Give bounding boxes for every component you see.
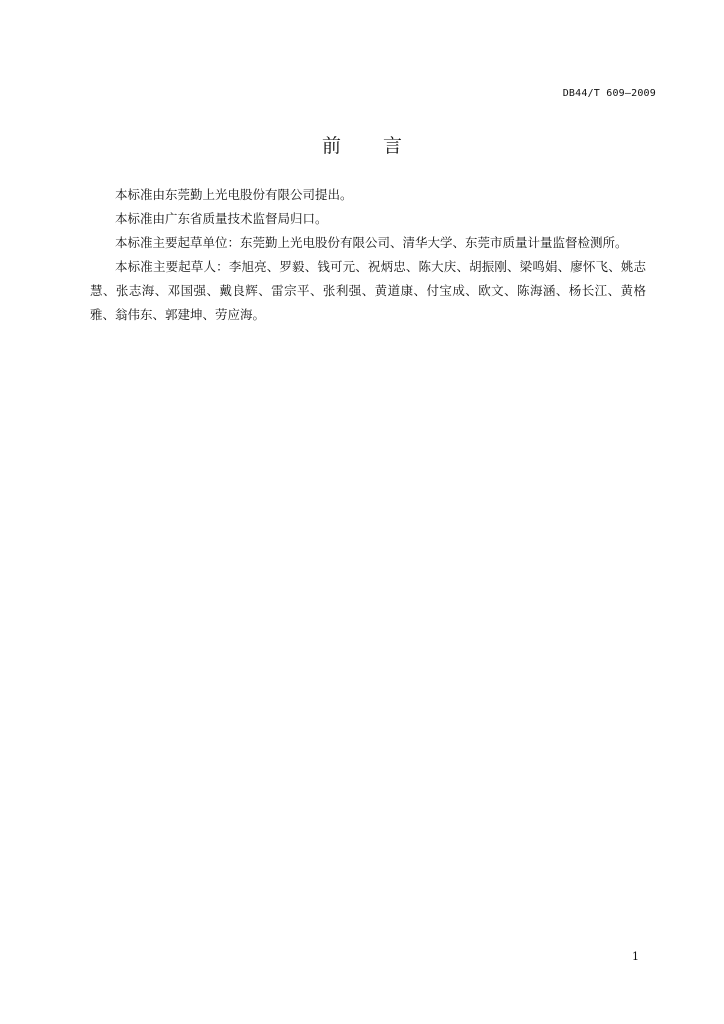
paragraph-proposer: 本标准由东莞勤上光电股份有限公司提出。 — [115, 187, 353, 202]
paragraph-drafters: 本标准主要起草人：李旭亮、罗毅、钱可元、祝炳忠、陈大庆、胡振刚、梁鸣娟、廖怀飞、姚志慧、张志海、邓国强、戴良辉、雷宗平、张利强、黄道康、付宝成、欧文、陈海涵、杨长江、黄格雅、翁伟东、郭建坤、劳应海。 — [90, 259, 646, 322]
page-title: 前 言 — [321, 135, 421, 157]
page-number: 1 — [632, 950, 639, 963]
standard-code: DB44/T 609—2009 — [562, 88, 656, 99]
paragraph-drafting-units: 本标准主要起草单位：东莞勤上光电股份有限公司、清华大学、东莞市质量计量监督检测所。 — [115, 235, 628, 250]
foreword-body — [90, 183, 646, 327]
paragraph-administrator: 本标准由广东省质量技术监督局归口。 — [115, 211, 328, 226]
